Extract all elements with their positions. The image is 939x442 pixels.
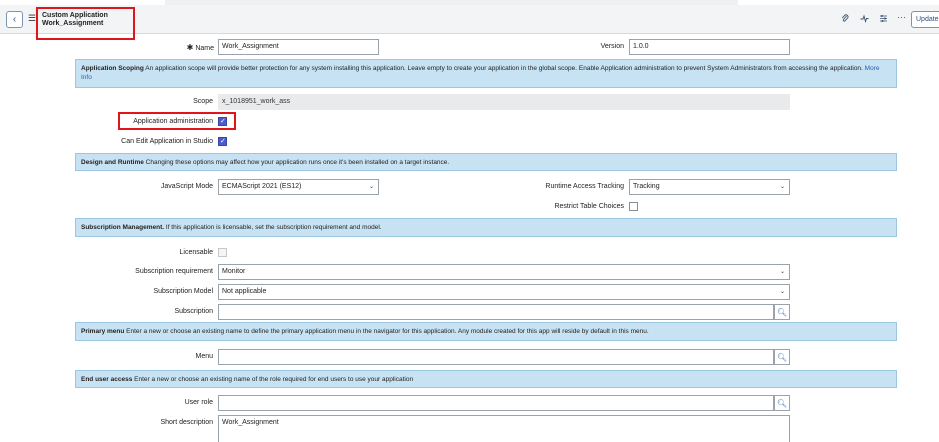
chevron-down-icon: ⌄ [779,289,785,295]
user-role-label: User role [184,399,213,406]
activity-icon[interactable] [860,14,869,25]
sub-model-label: Subscription Model [153,288,213,295]
scope-label: Scope [193,98,213,105]
primary-menu-banner [75,322,897,341]
short-desc-textarea[interactable]: Work_Assignment [218,415,790,442]
search-icon[interactable]: 🔍︎ [774,304,790,320]
js-mode-label: JavaScript Mode [160,183,213,190]
subscription-input[interactable] [218,304,774,320]
subscription-mgmt-banner [75,218,897,237]
settings-sliders-icon[interactable] [879,14,888,25]
hamburger-icon[interactable]: ☰ [28,13,37,23]
app-admin-checkbox[interactable] [218,117,227,126]
design-runtime-text: Changing these options may affect how your application runs once it's been installed on a target instance. [145,159,450,166]
chevron-down-icon: ⌄ [368,184,374,190]
design-runtime-title: Design and Runtime [81,159,144,166]
end-user-text: Enter a new or choose an existing name of the role required for end users to use your application [134,376,414,383]
sub-requirement-value: Monitor [222,268,246,275]
user-role-input[interactable] [218,395,774,411]
app-admin-label: Application administration [133,118,213,125]
js-mode-value: ECMAScript 2021 (ES12) [222,183,302,190]
scope-field: x_1018951_work_ass [218,94,790,110]
menu-input[interactable] [218,349,774,365]
more-icon[interactable]: ··· [897,12,906,22]
page-title: Custom Application [42,12,108,19]
restrict-table-label: Restrict Table Choices [554,203,624,210]
runtime-tracking-label: Runtime Access Tracking [545,183,624,190]
form-header [0,5,939,34]
required-icon: ✱ [186,43,194,52]
design-runtime-banner [75,153,897,171]
runtime-tracking-select[interactable] [629,179,790,195]
app-scoping-text: An application scope will provide better protection for any system installing this application. Leave empty to create your application in the global scope. Enable Application administration to prevent System Administrators from accessing the application. [145,65,863,72]
chevron-left-icon: ‹ [12,14,17,25]
can-edit-checkbox[interactable] [218,137,227,146]
paperclip-icon[interactable] [841,14,849,25]
version-input[interactable]: 1.0.0 [629,39,790,55]
app-scoping-title: Application Scoping [81,65,144,72]
search-icon[interactable]: 🔍︎ [774,395,790,411]
name-label: ✱ Name [186,43,214,52]
licensable-checkbox[interactable] [218,248,227,257]
subscription-mgmt-title: Subscription Management. [81,224,165,231]
version-label: Version [600,43,624,50]
back-button[interactable] [6,11,23,28]
licensable-label: Licensable [179,249,213,256]
sub-model-value: Not applicable [222,288,267,295]
subscription-mgmt-text: If this application is licensable, set the subscription requirement and model. [165,224,382,231]
chevron-down-icon: ⌄ [779,269,785,275]
chevron-down-icon: ⌄ [779,184,785,190]
end-user-title: End user access [81,376,133,383]
update-button[interactable]: Update [911,11,939,28]
runtime-tracking-value: Tracking [633,183,660,190]
name-input[interactable]: Work_Assignment [218,39,379,55]
primary-menu-title: Primary menu [81,328,125,335]
end-user-banner [75,370,897,388]
js-mode-select[interactable] [218,179,379,195]
more-info-link[interactable]: More Info [81,65,880,81]
can-edit-label: Can Edit Application in Studio [121,138,213,145]
search-icon[interactable]: 🔍︎ [774,349,790,365]
sub-model-select[interactable] [218,284,790,300]
primary-menu-text: Enter a new or choose an existing name to define the primary application menu in the navigator for this application. Any module created for this app will reside by default in this menu. [126,328,649,335]
app-scoping-banner [75,59,897,88]
menu-label: Menu [195,353,213,360]
restrict-table-checkbox[interactable] [629,202,638,211]
sub-requirement-select[interactable] [218,264,790,280]
subscription-label: Subscription [174,308,213,315]
record-name: Work_Assignment [42,20,104,27]
sub-requirement-label: Subscription requirement [135,268,213,275]
short-desc-label: Short description [160,419,213,426]
